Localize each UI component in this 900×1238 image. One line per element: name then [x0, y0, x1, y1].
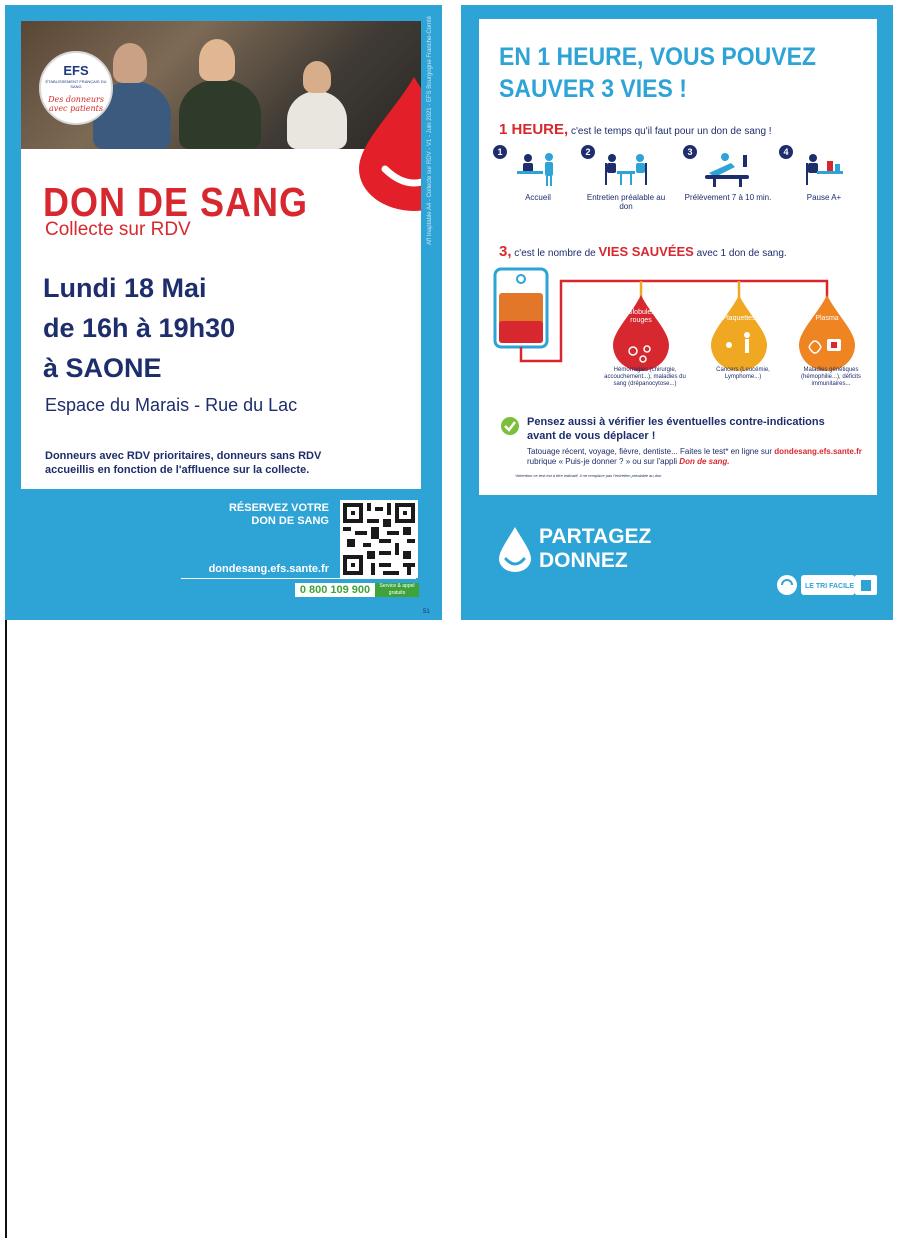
- snack-pause-icon: [801, 149, 847, 189]
- phone-number[interactable]: 0 800 109 900: [295, 583, 375, 597]
- step-number: 3: [683, 145, 697, 159]
- side-legal-text: Aff Inaptable A4 - Collecte sur RDV - V1 - Juin 2021 - EFS Bourgogne Franche-Comté: [427, 15, 433, 245]
- qr-code-pattern: [343, 503, 415, 575]
- blood-drop-icon: [351, 73, 421, 211]
- step-label: Accueil: [525, 193, 551, 202]
- drop-logo-icon: [497, 525, 533, 573]
- efs-logo: [39, 51, 113, 125]
- person-3-body: [287, 91, 347, 149]
- heure-sentence: [499, 121, 772, 138]
- person-1-head: [113, 43, 147, 83]
- left-flyer-card: [21, 21, 421, 489]
- step-entretien: [581, 145, 671, 211]
- heure-highlight: 1 HEURE,: [499, 121, 569, 138]
- scan-edge-line: [5, 620, 7, 1238]
- step-number: 4: [779, 145, 793, 159]
- person-2-body: [179, 79, 261, 149]
- step-label: Entretien préalable au don: [586, 193, 666, 211]
- trois-highlight: 3,: [499, 243, 512, 260]
- qr-code-icon[interactable]: [340, 500, 418, 578]
- priority-note: Donneurs avec RDV prioritaires, donneurs sans RDV accueillis en fonction de l'affluence sur la collecte.: [45, 450, 322, 476]
- step-pause: [779, 145, 869, 202]
- step-number: 2: [581, 145, 595, 159]
- heure-rest: c'est le temps qu'il faut pour un don de sang !: [570, 126, 772, 137]
- recycling-logo-icon: [775, 573, 879, 597]
- date-day: Lundi 18 Mai: [43, 273, 207, 303]
- donation-chair-icon: [701, 149, 755, 189]
- slogan-donnez: DONNEZ: [539, 549, 628, 572]
- right-title: EN 1 HEURE, VOUS POUVEZ SAUVER 3 VIES !: [499, 43, 816, 103]
- step-prelevement: [683, 145, 773, 202]
- trois-sentence: [499, 243, 787, 260]
- self-test-app: Don de sang.: [679, 457, 730, 466]
- trois-end: avec 1 don de sang.: [696, 248, 787, 259]
- subtitle-collecte: Collecte sur RDV: [45, 219, 191, 240]
- interview-icon: [601, 149, 651, 189]
- efs-logo-name: EFS: [63, 63, 89, 78]
- date-town: à SAONE: [43, 353, 162, 383]
- right-flyer-card: [479, 19, 877, 495]
- self-test-part2: rubrique « Puis-je donner ? » ou sur l'appli: [527, 457, 678, 466]
- step-label: Prélèvement 7 à 10 min.: [684, 193, 772, 202]
- drop-label-plasma: Plasma: [815, 315, 839, 322]
- partagez-donnez-slogan: [539, 525, 651, 573]
- venue-address: Espace du Marais - Rue du Lac: [45, 395, 298, 415]
- right-flyer: [461, 5, 893, 620]
- page-number: 51: [423, 609, 430, 615]
- trois-mid: c'est le nombre de: [514, 248, 596, 259]
- website-link[interactable]: dondesang.efs.sante.fr: [208, 563, 329, 575]
- self-test-site[interactable]: dondesang.efs.sante.fr: [774, 447, 862, 456]
- reception-icon: [515, 149, 561, 189]
- drop-label-globules: Globules rouges: [627, 309, 655, 324]
- tri-label: LE TRI FACILE: [805, 583, 854, 590]
- phone-badge: Service & appel gratuits: [375, 583, 419, 597]
- efs-logo-subtitle: ÉTABLISSEMENT FRANÇAIS DU SANG: [45, 79, 107, 89]
- checkmark-icon: [501, 417, 519, 435]
- footnote: *Attention ce test est à titre indicatif, il ne remplace pas l'entretien préalable au don: [515, 473, 662, 478]
- person-3-head: [303, 61, 331, 93]
- drop-label-plaquettes: Plaquettes: [722, 315, 756, 322]
- contraindication-text: Pensez aussi à vérifier les éventuelles contre-indications avant de vous déplacer !: [527, 416, 825, 442]
- caption-globules: Hémorragies (chirurgie, accouchement...), maladies du sang (drépanocytose...): [604, 367, 686, 387]
- self-test-part1: Tatouage récent, voyage, fièvre, dentiste... Faites le test* en ligne sur: [527, 447, 773, 456]
- caption-plasma: Maladies génétiques (hémophilie...), déficits immunitaires...: [800, 367, 862, 387]
- step-label: Pause A+: [806, 193, 842, 202]
- self-test-text: [527, 447, 867, 467]
- efs-logo-tagline: Des donneurs avec patients: [48, 95, 104, 113]
- title-don-de-sang: DON DE SANG: [43, 179, 309, 225]
- date-hours: de 16h à 19h30: [43, 313, 236, 343]
- reservez-label: RÉSERVEZ VOTRE DON DE SANG: [228, 502, 329, 527]
- divider: [181, 578, 416, 579]
- slogan-partagez: PARTAGEZ: [539, 525, 652, 548]
- trois-vies: VIES SAUVÉES: [598, 244, 694, 259]
- step-accueil: [493, 145, 583, 202]
- person-2-head: [199, 39, 235, 81]
- step-number: 1: [493, 145, 507, 159]
- left-flyer: [5, 5, 442, 620]
- caption-plaquettes: Cancers (Leucémie, Lymphome...): [716, 367, 770, 380]
